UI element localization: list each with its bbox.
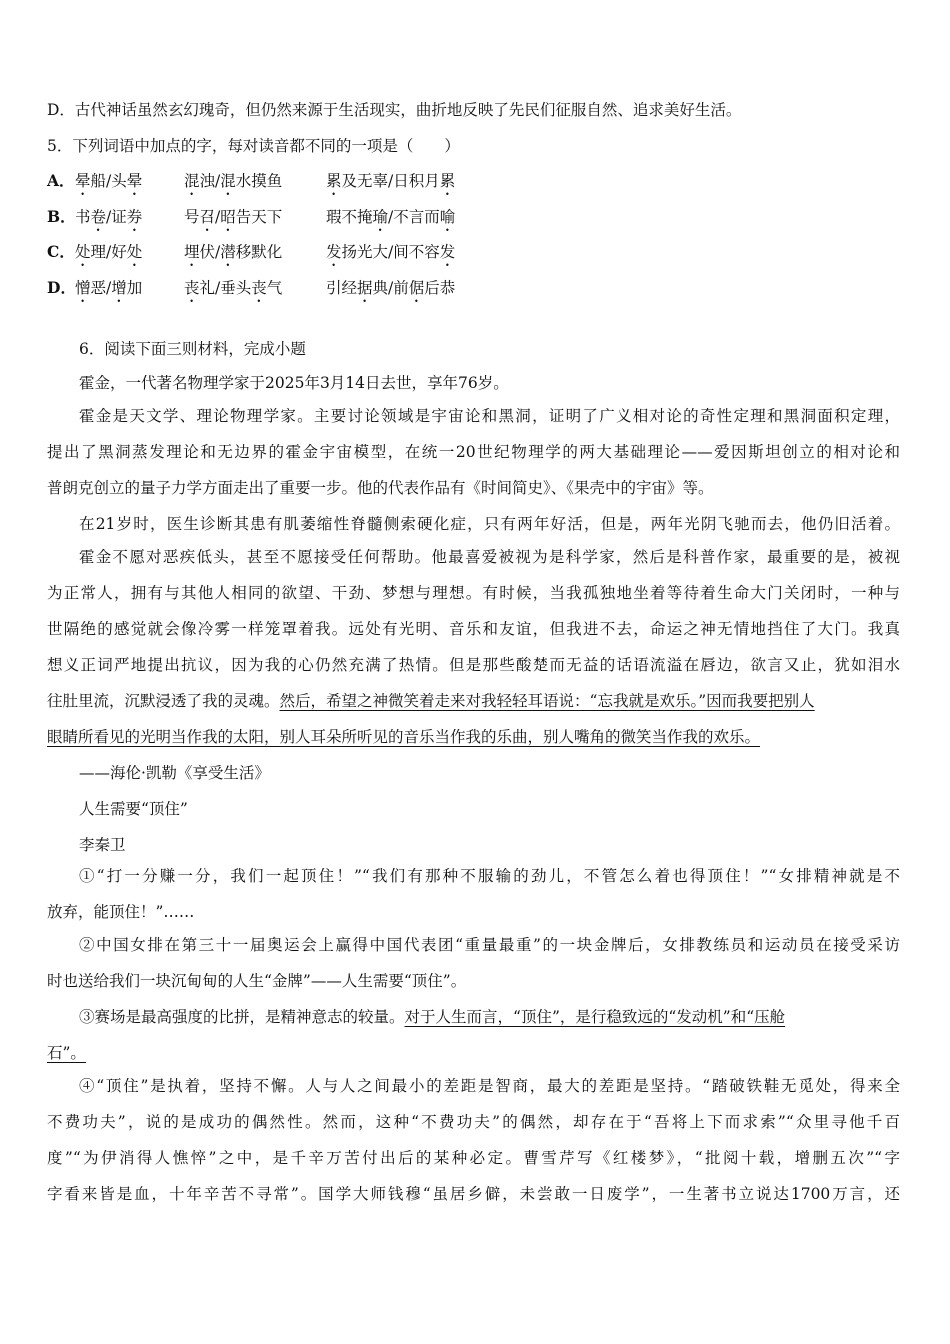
keller-underlined-text: 眼睛所看见的光明当作我的太阳，别人耳朵所听见的音乐当作我的乐曲，别人嘴角的微笑当作我的欢乐。 [47, 728, 761, 746]
q5-a-word3: 累及无辜/日积月累 [326, 172, 456, 190]
article-para-4: ④“顶住”是执着，坚持不懈。人与人之间最小的差距是智商，最大的差距是坚持。“踏破铁鞋无觅处，得来全 [79, 1077, 900, 1095]
hawking-para-line: 霍金不愿对恶疾低头，甚至不愿接受任何帮助。他最喜爱被视为是科学家，然后是科普作家，最重要的是，被视 [79, 548, 900, 566]
article-para-4-line: 不费功夫”，说的是成功的偶然性。然而，这种“不费功夫”的偶然，却存在于“吾将上下而求索”“众里寻他千百 [47, 1113, 900, 1131]
q5-stem: 5．下列词语中加点的字，每对读音都不同的一项是（ ） [47, 137, 460, 155]
article-para-4-line: 度”“为伊消得人憔悴”之中，是千辛万苦付出后的某种必定。曹雪芹写《红楼梦》，“批阅十载，增删五次”“字 [47, 1149, 900, 1167]
option-label: A． [47, 171, 75, 190]
q5-d-word1: 憎恶/增加 [75, 279, 143, 297]
q5-b-word1: 书卷/证券 [75, 208, 143, 226]
hawking-intro: 霍金，一代著名物理学家于2025年3月14日去世，享年76岁。 [79, 374, 509, 392]
q5-a-word1: 晕船/头晕 [75, 172, 143, 190]
para3-underlined-text: 对于人生而言，“顶住”，是行稳致远的“发动机”和“压舱 [404, 1008, 786, 1026]
q5-a-word2: 混浊/混水摸鱼 [184, 172, 283, 190]
keller-para-line [47, 691, 900, 711]
para3-underlined-text: 石”。 [47, 1044, 86, 1062]
article-para-4-line: 字看来皆是血，十年辛苦不寻常”。国学大师钱穆“虽居乡僻，未尝敢一日废学”，一生著书立说达1700万言，还 [47, 1185, 900, 1203]
para3-text: ③赛场是最高强度的比拼，是精神意志的较量。 [79, 1008, 405, 1026]
keller-text: 往肚里流，沉默浸透了我的灵魂。 [47, 692, 280, 710]
q4-option-d-text: D．古代神话虽然玄幻瑰奇，但仍然来源于生活现实，曲折地反映了先民们征服自然、追求美好生活。 [47, 101, 742, 119]
article-title: 人生需要“顶住” [79, 800, 188, 818]
option-label: B． [47, 207, 76, 226]
article-author: 李秦卫 [79, 836, 126, 854]
keller-para-line [47, 727, 760, 747]
keller-para-line: 世隔绝的感觉就会像冷雾一样笼罩着我。远处有光明、音乐和友谊，但我进不去，命运之神无情地挡住了大门。我真 [47, 620, 900, 638]
hawking-para-line: 提出了黑洞蒸发理论和无边界的霍金宇宙模型，在统一20世纪物理学的两大基础理论——爱因斯坦创立的相对论和 [47, 443, 900, 461]
q5-b-word3: 瑕不掩瑜/不言而喻 [326, 208, 456, 226]
keller-underlined-text: 然后，希望之神微笑着走来对我轻轻耳语说：“忘我就是欢乐。”因而我要把别人 [279, 692, 815, 710]
q5-b-word2: 号召/昭告天下 [184, 208, 283, 226]
keller-para-line: 想义正词严地提出抗议，因为我的心仍然充满了热情。但是那些酸楚而无益的话语流溢在唇边，欲言又止，犹如泪水 [47, 656, 900, 674]
article-para-1-cont: 放弃，能顶住！”…… [47, 903, 195, 921]
article-para-3-cont [47, 1043, 86, 1063]
q4-option-d [47, 100, 741, 120]
q5-c-word1: 处理/好处 [75, 243, 143, 261]
q5-d-word3: 引经据典/前倨后恭 [326, 279, 456, 297]
article-para-3 [79, 1007, 785, 1027]
q6-stem: 6．阅读下面三则材料，完成小题 [79, 340, 306, 358]
keller-source: ——海伦·凯勒《享受生活》 [79, 764, 270, 782]
q5-c-word3: 发扬光大/间不容发 [326, 243, 456, 261]
hawking-para-line: 为正常人，拥有与其他人相同的欲望、干劲、梦想与理想。有时候，当我孤独地坐着等待着生命大门关闭时，一种与 [47, 584, 900, 602]
option-label: C． [47, 242, 75, 261]
article-para-1: ①“打一分赚一分，我们一起顶住！”“我们有那种不服输的劲儿，不管怎么着也得顶住！”“女排精神就是不 [79, 867, 900, 885]
article-para-2: ②中国女排在第三十一届奥运会上赢得中国代表团“重量最重”的一块金牌后，女排教练员和运动员在接受采访 [79, 936, 900, 954]
hawking-para-line: 普朗克创立的量子力学方面走出了重要一步。他的代表作品有《时间简史》、《果壳中的宇宙》等。 [47, 479, 714, 497]
article-para-2-cont: 时也送给我们一块沉甸甸的人生“金牌”——人生需要“顶住”。 [47, 972, 467, 990]
option-label: D． [47, 278, 76, 297]
q5-c-word2: 埋伏/潜移默化 [184, 243, 283, 261]
q5-option-b [47, 207, 76, 227]
q5-option-a [47, 171, 75, 191]
hawking-diagnosis: 在21岁时，医生诊断其患有肌萎缩性脊髓侧索硬化症，只有两年好活，但是，两年光阴飞驰而去，他仍旧活着。 [79, 515, 900, 533]
q5-option-d [47, 278, 76, 298]
hawking-para-line: 霍金是天文学、理论物理学家。主要讨论领域是宇宙论和黑洞，证明了广义相对论的奇性定理和黑洞面积定理， [79, 407, 900, 425]
q5-option-c [47, 242, 75, 262]
q5-d-word2: 丧礼/垂头丧气 [184, 279, 283, 297]
